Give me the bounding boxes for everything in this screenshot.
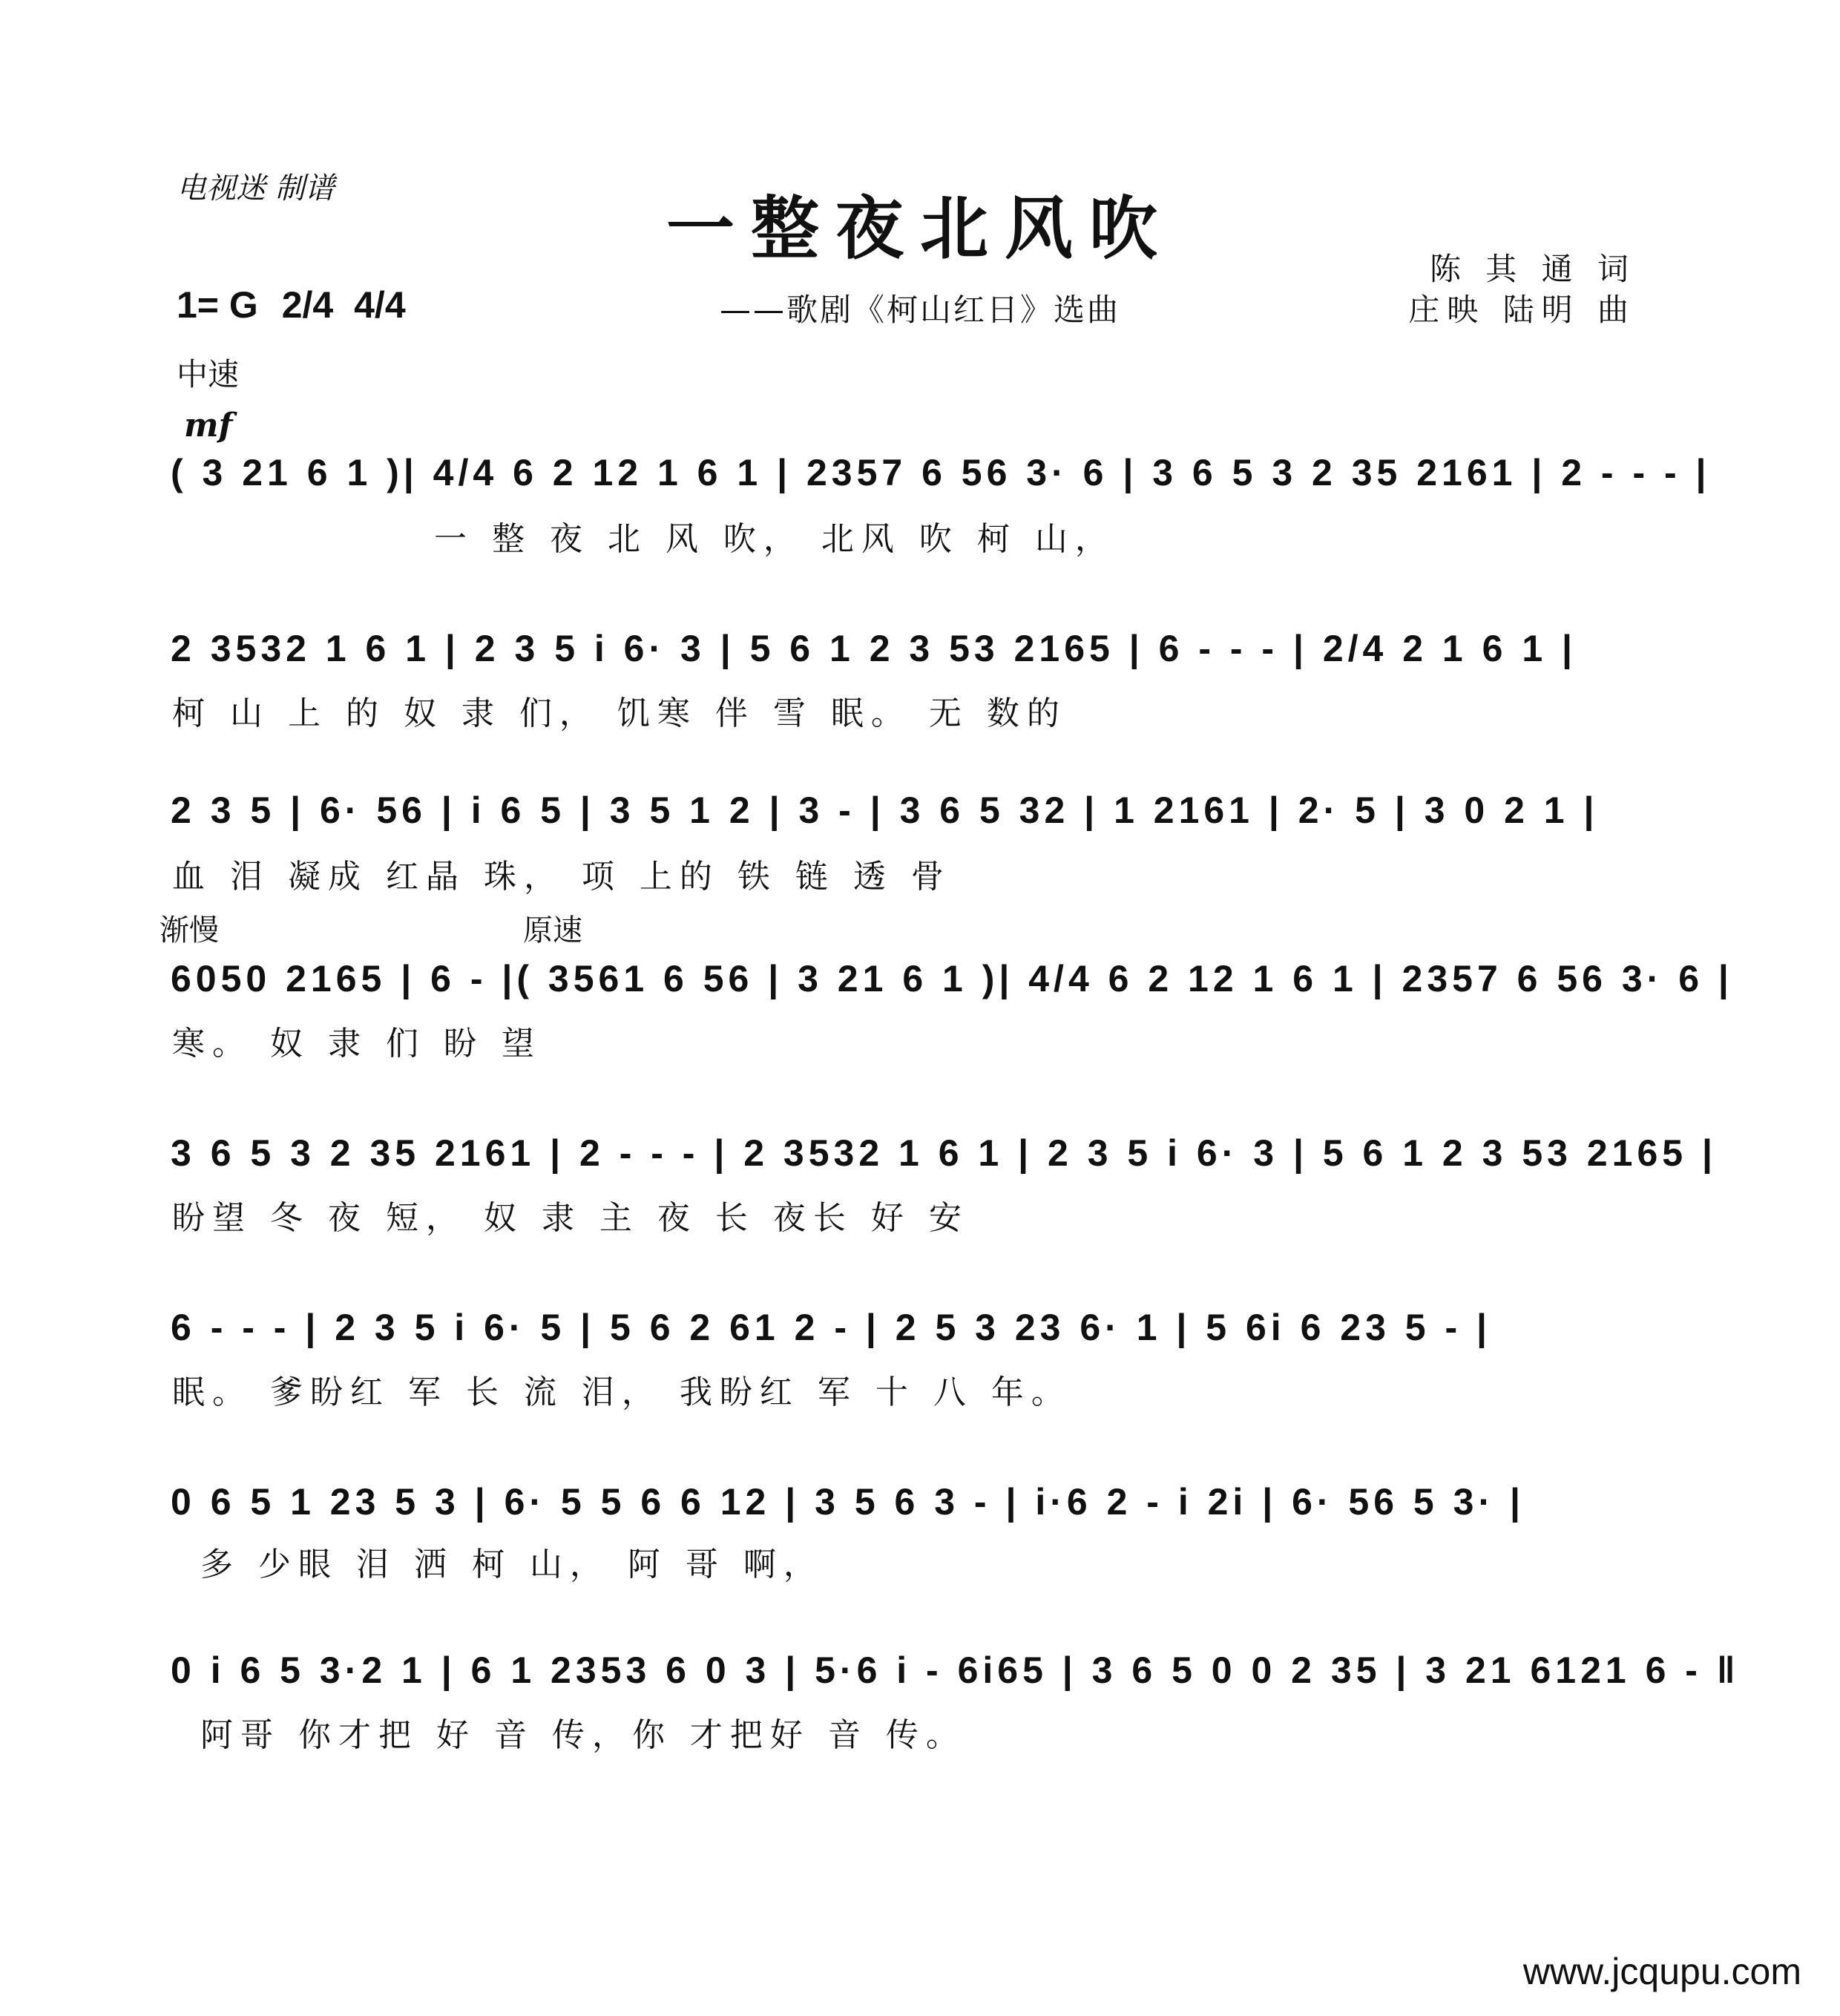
time-signature-second: 4/4 (354, 284, 406, 326)
system-2-notes: 2 3532 1 6 1 | 2 3 5 i 6· 3 | 5 6 1 2 3 53 2165 | 6 - - - | 2/4 2 1 6 1 | (171, 628, 1577, 669)
key-signature (177, 283, 406, 326)
tempo-marking: 中速 (177, 356, 240, 393)
system-8-lyrics: 阿哥 你才把 好 音 传，你 才把好 音 传。 (200, 1716, 966, 1754)
system-2-lyrics: 柯 山 上 的 奴 隶 们， 饥寒 伴 雪 眠。 无 数的 (172, 695, 1067, 732)
system-1-notes: ( 3 21 6 1 )| 4/4 6 2 12 1 6 1 | 2357 6 56 3· 6 | 3 6 5 3 2 35 2161 | 2 - - - | (171, 452, 1711, 493)
system-4-notes: 6050 2165 | 6 - |( 3561 6 56 | 3 21 6 1 )| 4/4 6 2 12 1 6 1 | 2357 6 56 3· 6 | (171, 958, 1733, 999)
system-1-lyrics: 一 整 夜 北 风 吹， 北风 吹 柯 山， (434, 520, 1115, 558)
time-signature-first: 2/4 (281, 284, 334, 326)
system-7-lyrics: 多 少眼 泪 洒 柯 山， 阿 哥 啊， (200, 1546, 824, 1583)
system-6-notes: 6 - - - | 2 3 5 i 6· 5 | 5 6 2 61 2 - | 2 5 3 23 6· 1 | 5 6i 6 23 5 - | (171, 1307, 1492, 1348)
system-5-lyrics: 盼望 冬 夜 短， 奴 隶 主 夜 长 夜长 好 安 (172, 1199, 969, 1237)
system-8-notes: 0 i 6 5 3·2 1 | 6 1 2353 6 0 3 | 5·6 i - 6i65 | 3 6 5 0 0 2 35 | 3 21 6121 6 - ‖ (171, 1649, 1740, 1691)
website-footer: www.jcqupu.com (1522, 1951, 1801, 1992)
system-4-lyrics: 寒。 奴 隶 们 盼 望 (172, 1025, 542, 1063)
system-5-notes: 3 6 5 3 2 35 2161 | 2 - - - | 2 3532 1 6 1 | 2 3 5 i 6· 3 | 5 6 1 2 3 53 2165 | (171, 1132, 1717, 1174)
key-label: 1= G (177, 284, 258, 326)
a-tempo-marking: 原速 (523, 913, 582, 948)
system-7-notes: 0 6 5 1 23 5 3 | 6· 5 5 6 6 12 | 3 5 6 3 - | i·6 2 - i 2i | 6· 56 5 3· | (171, 1481, 1525, 1523)
song-subtitle: ——歌剧《柯山红日》选曲 (719, 292, 1120, 328)
dynamic-marking: mf (184, 407, 233, 444)
system-3-notes: 2 3 5 | 6· 56 | i 6 5 | 3 5 1 2 | 3 - | 3 6 5 32 | 1 2161 | 2· 5 | 3 0 2 1 | (171, 789, 1599, 831)
score-maker: 电视迷 制谱 (177, 171, 335, 206)
lyricist-credit: 陈 其 通 词 (1429, 251, 1636, 287)
system-3-lyrics: 血 泪 凝成 红晶 珠， 项 上的 铁 链 透 骨 (172, 858, 951, 896)
ritardando-marking: 渐慢 (160, 913, 219, 948)
system-6-lyrics: 眠。 爹盼红 军 长 流 泪， 我盼红 军 十 八 年。 (172, 1373, 1071, 1411)
song-title: 一整夜北风吹 (666, 188, 1174, 269)
composer-credit: 庄映 陆明 曲 (1408, 292, 1636, 328)
